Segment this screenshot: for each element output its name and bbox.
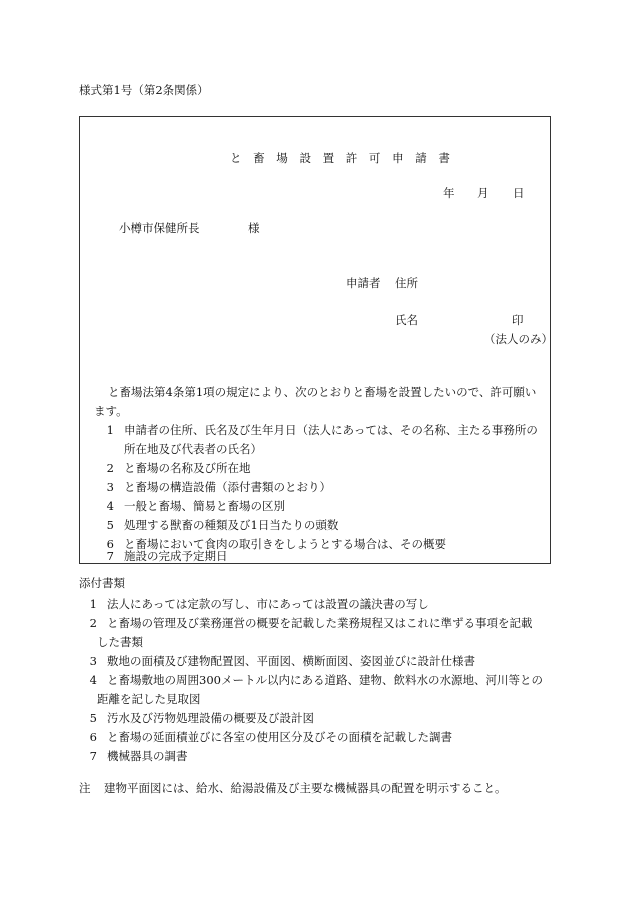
attachment-item-number: 1 bbox=[89, 597, 97, 611]
attachment-item-5 bbox=[79, 710, 314, 726]
form-item-4 bbox=[96, 498, 285, 514]
form-item-5 bbox=[96, 517, 338, 533]
attachment-item-6 bbox=[79, 729, 452, 745]
attachment-item-3 bbox=[79, 653, 475, 669]
date-day-label: 日 bbox=[513, 186, 525, 200]
attachment-item-number: 6 bbox=[89, 730, 97, 744]
attachment-item-number: 3 bbox=[89, 654, 97, 668]
attachment-item-number: 7 bbox=[89, 749, 97, 763]
note-text: 建物平面図には、給水、給湯設備及び主要な機械器具の配置を明示すること。 bbox=[104, 781, 507, 795]
intro-line-2: ます。 bbox=[94, 404, 128, 418]
attachment-item-text: と畜場の延面積並びに各室の使用区分及びその面積を記載した調書 bbox=[107, 730, 452, 744]
attachment-item-number: 2 bbox=[89, 616, 97, 630]
form-item-text: 施設の完成予定期日 bbox=[124, 549, 228, 563]
attachment-item-2 bbox=[79, 615, 533, 631]
form-item-text: 申請者の住所、氏名及び生年月日（法人にあっては、その名称、主たる事務所の bbox=[124, 423, 538, 437]
form-item-7 bbox=[96, 548, 228, 564]
form-item-number: 2 bbox=[106, 461, 114, 475]
intro-line-1: と畜場法第4条第1項の規定により、次のとおりと畜場を設置したいので、許可願い bbox=[108, 385, 537, 399]
attachment-item-number: 4 bbox=[89, 673, 97, 687]
attachment-item-7 bbox=[79, 748, 188, 764]
form-item-1 bbox=[96, 422, 538, 438]
attachment-item-text: と畜場の管理及び業務運営の概要を記載した業務規程又はこれに準ずる事項を記載 bbox=[107, 616, 533, 630]
form-item-text: 処理する獣畜の種類及び1日当たりの頭数 bbox=[124, 518, 339, 532]
applicant-name-label: 氏名 bbox=[395, 313, 418, 327]
application-form bbox=[79, 116, 551, 564]
form-item-number: 7 bbox=[106, 549, 114, 563]
attachment-item-number: 5 bbox=[89, 711, 97, 725]
attachment-item-text: 機械器具の調書 bbox=[107, 749, 188, 763]
form-number: 様式第1号（第2条関係） bbox=[79, 83, 209, 97]
form-item-number: 5 bbox=[106, 518, 114, 532]
corporate-note: （法人のみ） bbox=[484, 332, 553, 346]
date-year-label: 年 bbox=[443, 186, 455, 200]
attachment-item-2-continuation: した書類 bbox=[97, 635, 143, 649]
form-item-text: と畜場の名称及び所在地 bbox=[124, 461, 251, 475]
form-item-3 bbox=[96, 479, 331, 495]
form-title: と 畜 場 設 置 許 可 申 請 書 bbox=[230, 151, 454, 165]
seal-label: 印 bbox=[512, 313, 524, 327]
form-item-1-continuation: 所在地及び代表者の氏名） bbox=[124, 442, 262, 456]
attachment-item-1 bbox=[79, 596, 429, 612]
form-item-text: 一般と畜場、簡易と畜場の区別 bbox=[124, 499, 285, 513]
form-item-text: と畜場において食肉の取引きをしようとする場合は、その概要 bbox=[124, 537, 446, 551]
form-item-number: 4 bbox=[106, 499, 114, 513]
addressee-honorific: 様 bbox=[248, 221, 260, 235]
attachment-item-text: 汚水及び汚物処理設備の概要及び設計図 bbox=[107, 711, 314, 725]
note-label: 注 bbox=[79, 781, 91, 795]
applicant-address-label: 住所 bbox=[395, 276, 418, 290]
attachment-item-4 bbox=[79, 672, 543, 688]
attachment-item-4-continuation: 距離を記した見取図 bbox=[97, 692, 201, 706]
form-item-2 bbox=[96, 460, 251, 476]
applicant-label: 申請者 bbox=[346, 276, 381, 290]
date-month-label: 月 bbox=[477, 186, 489, 200]
addressee-name: 小樽市保健所長 bbox=[119, 221, 200, 235]
attachment-item-text: 敷地の面積及び建物配置図、平面図、横断面図、姿図並びに設計仕様書 bbox=[107, 654, 475, 668]
form-item-number: 3 bbox=[106, 480, 114, 494]
attachment-item-text: 法人にあっては定款の写し、市にあっては設置の議決書の写し bbox=[107, 597, 429, 611]
form-item-number: 1 bbox=[106, 423, 114, 437]
attachments-heading: 添付書類 bbox=[79, 576, 125, 590]
form-item-number: 6 bbox=[106, 537, 114, 551]
attachment-item-text: と畜場敷地の周囲300メートル以内にある道路、建物、飲料水の水源地、河川等との bbox=[107, 673, 543, 687]
form-item-text: と畜場の構造設備（添付書類のとおり） bbox=[124, 480, 331, 494]
